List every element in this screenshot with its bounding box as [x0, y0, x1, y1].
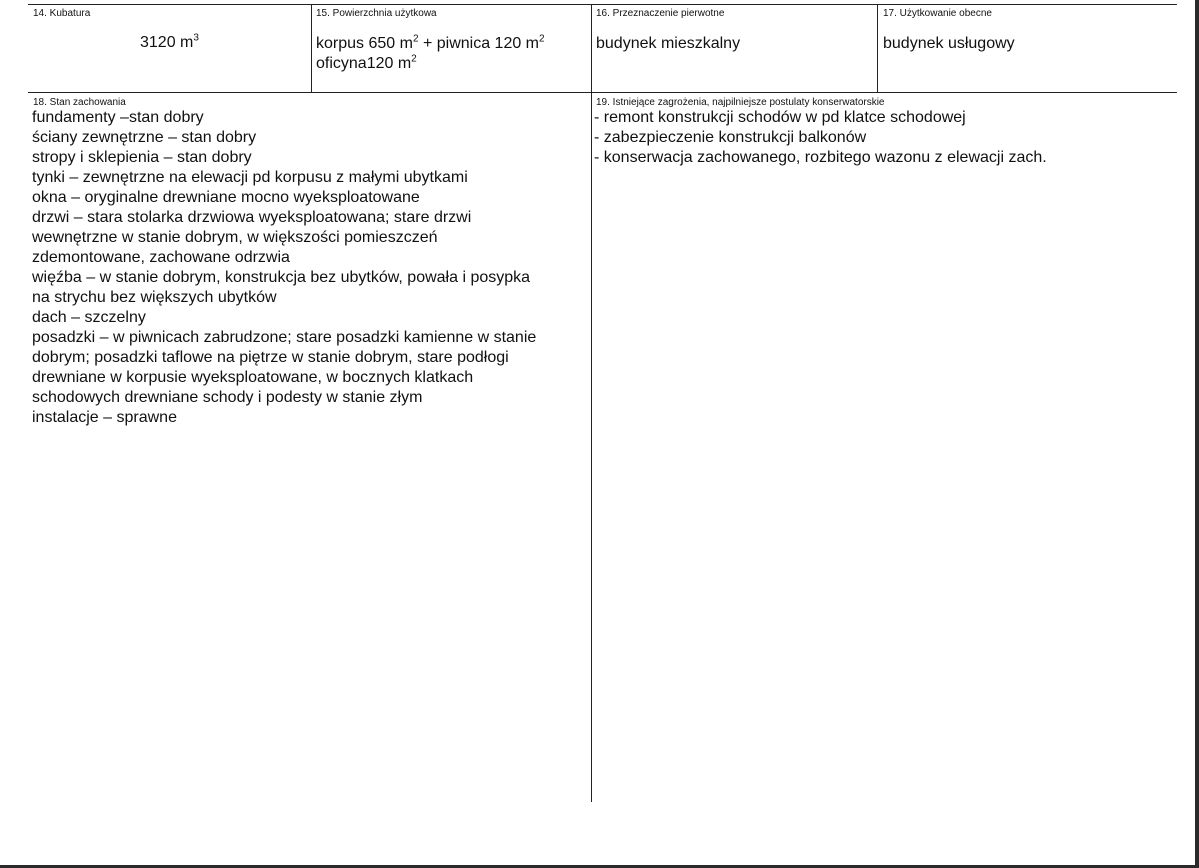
- field-18-line: wewnętrzne w stanie dobrym, w większości pomieszczeń: [32, 229, 438, 246]
- field-18-line: dach – szczelny: [32, 309, 146, 326]
- divider-15-16: [591, 4, 592, 802]
- field-18-line: stropy i sklepienia – stan dobry: [32, 149, 252, 166]
- field-16-label: 16. Przeznaczenie pierwotne: [596, 8, 725, 19]
- field-15-korpus-sup: 2: [412, 33, 419, 45]
- field-19-line: - zabezpieczenie konstrukcji balkonów: [594, 129, 867, 146]
- field-18-line: instalacje – sprawne: [32, 409, 177, 426]
- field-14-label: 14. Kubatura: [33, 8, 91, 19]
- field-15-oficyna-sup: 2: [411, 53, 417, 65]
- field-15-oficyna: oficyna120 m: [316, 55, 412, 72]
- field-18-line: dobrym; posadzki taflowe na piętrze w stanie dobrym, stare podłogi: [32, 349, 509, 366]
- field-18-label: 18. Stan zachowania: [33, 97, 126, 108]
- divider-14-15: [311, 4, 312, 93]
- field-18-line: więźba – w stanie dobrym, konstrukcja bez ubytków, powała i posypka: [32, 269, 531, 286]
- field-15-korpus: korpus 650 m: [316, 35, 413, 52]
- field-18-line: drzwi – stara stolarka drzwiowa wyeksploatowana; stare drzwi: [32, 209, 472, 226]
- field-18-line: posadzki – w piwnicach zabrudzone; stare posadzki kamienne w stanie: [32, 329, 537, 346]
- top-row-bottom-border: [28, 92, 1177, 93]
- top-row-top-border: [28, 4, 1177, 5]
- field-17-label: 17. Użytkowanie obecne: [883, 8, 992, 19]
- field-14-value: [140, 33, 199, 53]
- field-18-line: schodowych drewniane schody i podesty w stanie złym: [32, 389, 423, 406]
- field-18-line: drewniane w korpusie wyeksploatowane, w bocznych klatkach: [32, 369, 474, 386]
- field-18-line: okna – oryginalne drewniane mocno wyeksploatowane: [32, 189, 420, 206]
- field-18-line: fundamenty –stan dobry: [32, 109, 204, 126]
- divider-16-17: [877, 4, 878, 93]
- field-18-content: [32, 108, 536, 428]
- field-18-line: na strychu bez większych ubytków: [32, 289, 277, 306]
- field-18-line: ściany zewnętrzne – stan dobry: [32, 129, 257, 146]
- field-17-value: budynek usługowy: [883, 35, 1015, 52]
- field-19-line: - konserwacja zachowanego, rozbitego wazonu z elewacji zach.: [594, 149, 1047, 166]
- field-18-line: zdemontowane, zachowane odrzwia: [32, 249, 290, 266]
- field-19-label: 19. Istniejące zagrożenia, najpilniejsze postulaty konserwatorskie: [596, 97, 885, 108]
- field-15-line-1: [316, 34, 545, 54]
- field-15-piwnica-sup: 2: [539, 33, 545, 45]
- scan-edge-right: [1195, 0, 1199, 868]
- field-18-line: tynki – zewnętrzne na elewacji pd korpusu z małymi ubytkami: [32, 169, 468, 186]
- field-14-value-text: 3120 m: [140, 34, 194, 51]
- field-15-label: 15. Powierzchnia użytkowa: [316, 8, 437, 19]
- field-19-line: - remont konstrukcji schodów w pd klatce schodowej: [594, 109, 966, 126]
- field-14-value-sup: 3: [193, 32, 199, 44]
- field-16-value: budynek mieszkalny: [596, 35, 741, 52]
- field-19-content: [594, 108, 1047, 168]
- field-15-line-2: [316, 54, 417, 74]
- field-15-piwnica: + piwnica 120 m: [418, 35, 540, 52]
